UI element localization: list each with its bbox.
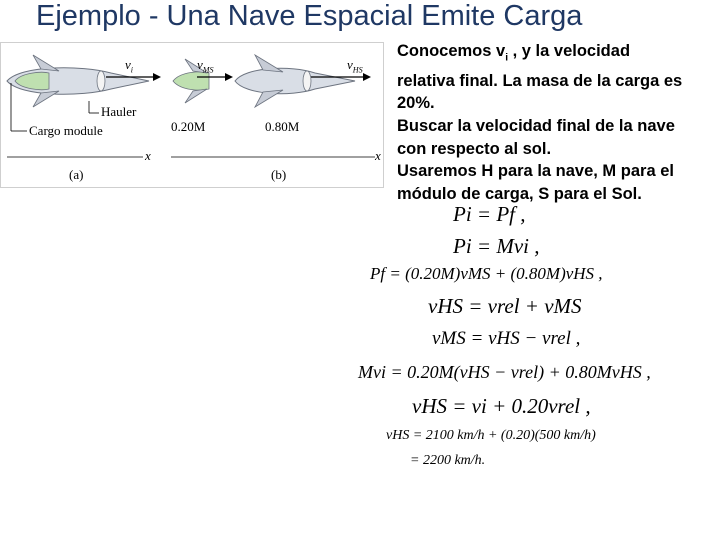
spaceship-diagram <box>1 43 385 189</box>
desc-line-1: Conocemos $v_i$ , y la velocidad <box>397 42 631 64</box>
label-mass-cargo: 0.20M <box>171 119 206 134</box>
label-hauler: Hauler <box>101 104 137 119</box>
label-vi: $v_i$ <box>125 57 134 75</box>
caption-a: (a) <box>69 167 84 182</box>
equation-1: Pi = Pf , <box>453 202 526 226</box>
label-axis-x-a: x <box>145 148 151 163</box>
caption-b: (b) <box>271 167 287 182</box>
equation-8: vHS = 2100 km/h + (0.20)(500 km/h) <box>386 428 596 443</box>
desc-line-2: relativa final. La masa de la carga es <box>397 71 683 90</box>
problem-description <box>397 40 717 205</box>
equation-2: Pi = Mvi , <box>453 234 540 258</box>
label-axis-x-b: x <box>375 148 381 163</box>
equation-7: vHS = vi + 0.20vrel , <box>412 394 591 418</box>
desc-line-3: 20%. <box>397 94 435 113</box>
equation-3: Pf = (0.20M)vMS + (0.80M)vHS , <box>370 264 603 283</box>
desc-line-6: Usaremos H para la nave, M para el <box>397 162 674 181</box>
label-vhs: $v_{HS}$ <box>347 57 363 75</box>
desc-line-4: Buscar la velocidad final de la nave <box>397 117 675 136</box>
page-title: Ejemplo - Una Nave Espacial Emite Carga <box>36 0 583 32</box>
desc-line-7: módulo de carga, S para el Sol. <box>397 184 642 203</box>
equation-9: = 2200 km/h. <box>410 453 486 468</box>
equation-5: vMS = vHS − vrel , <box>432 328 581 349</box>
label-cargo-module: Cargo module <box>29 123 103 138</box>
spaceship-figure <box>0 42 384 188</box>
equation-6: Mvi = 0.20M(vHS − vrel) + 0.80MvHS , <box>358 362 651 382</box>
hauler-graphic <box>235 55 355 107</box>
label-mass-hauler: 0.80M <box>265 119 300 134</box>
label-vms: $v_{MS}$ <box>197 57 214 75</box>
equation-4: vHS = vrel + vMS <box>428 294 582 318</box>
desc-line-5: con respecto al sol. <box>397 139 552 158</box>
